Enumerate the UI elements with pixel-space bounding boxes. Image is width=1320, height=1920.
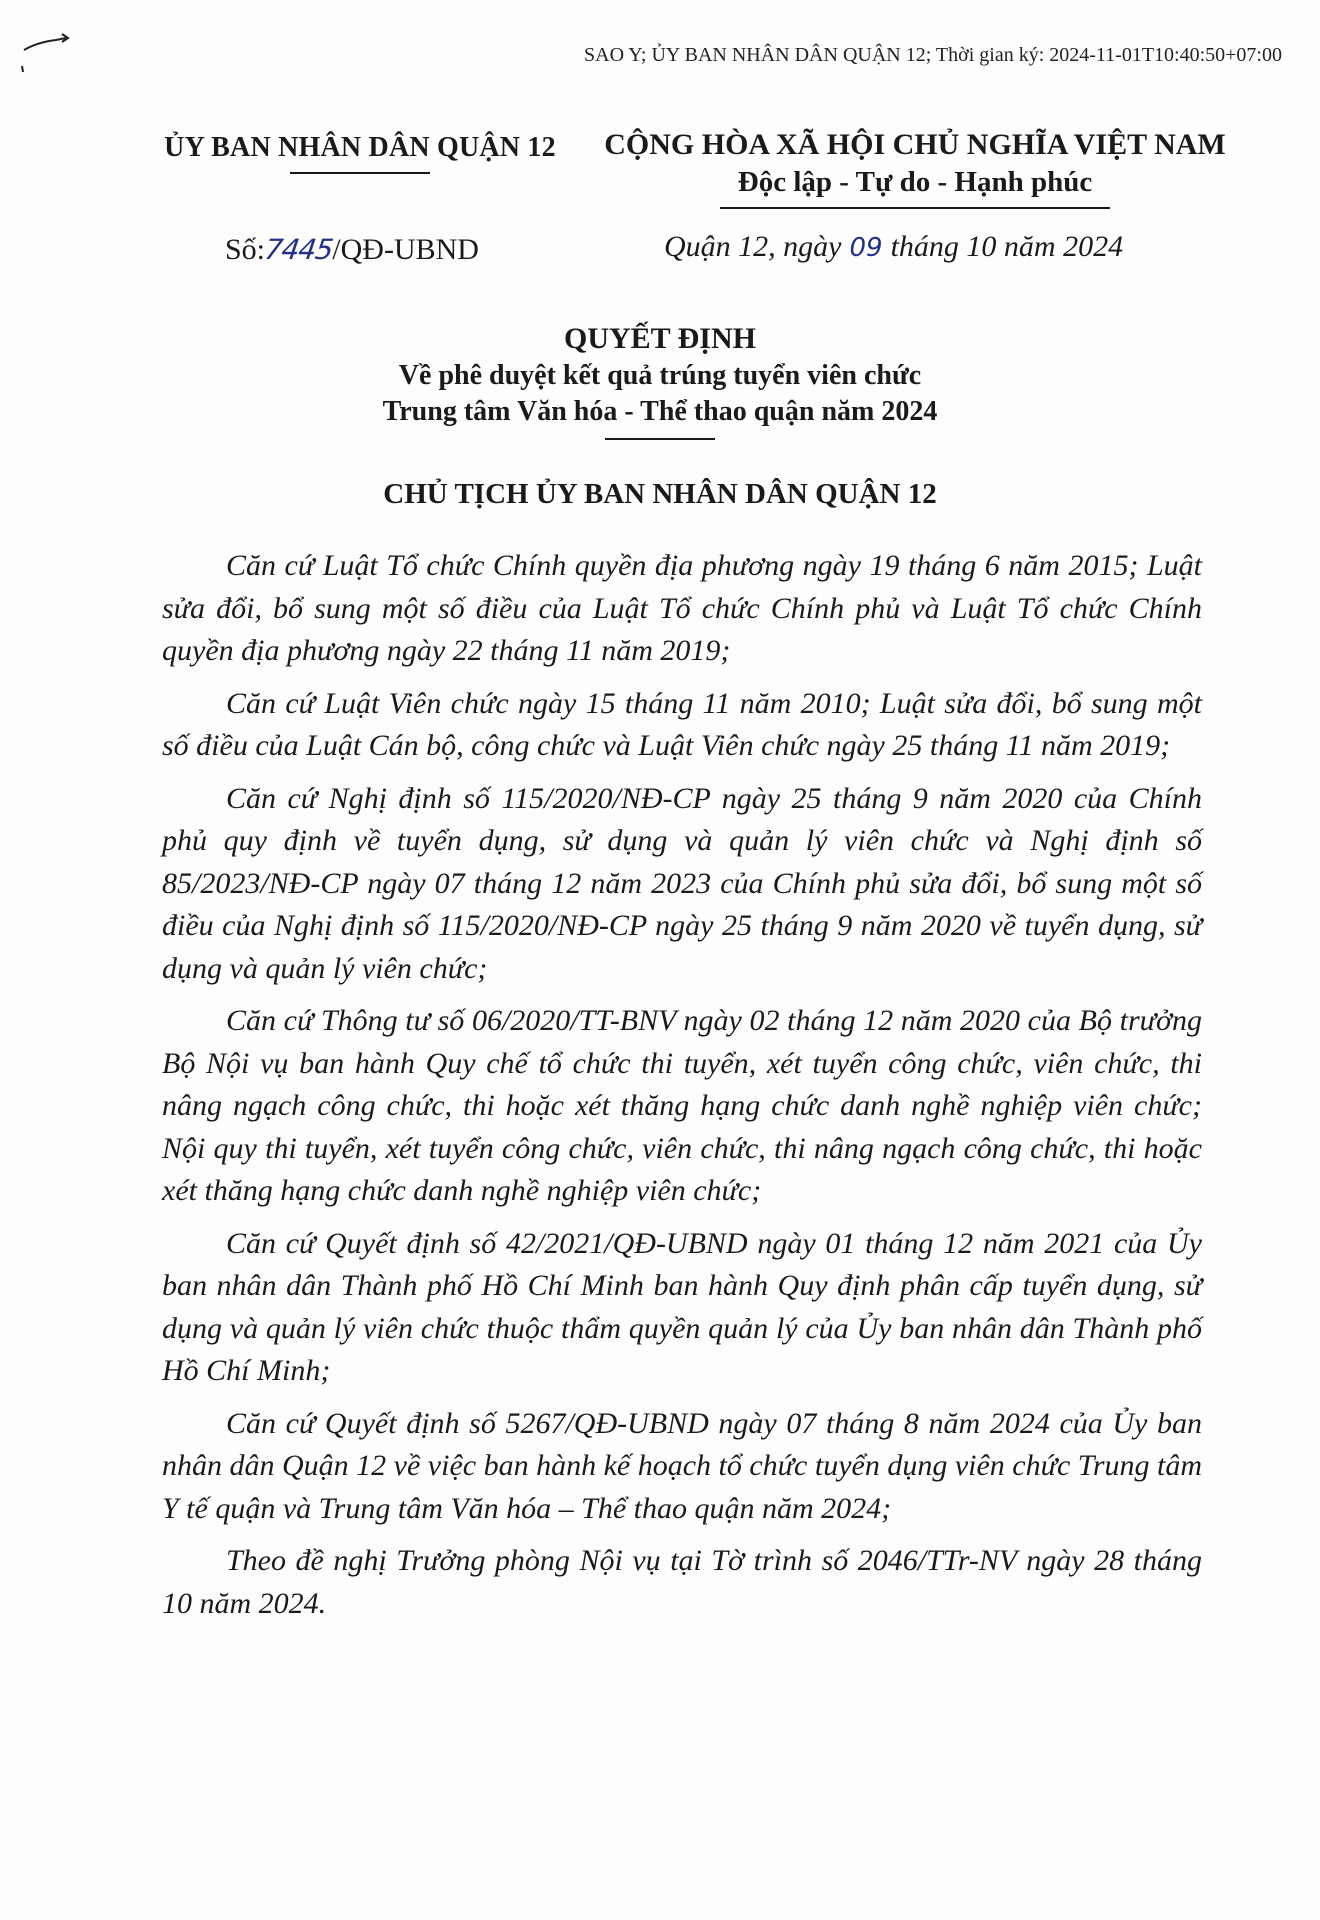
legal-basis-paragraph: Căn cứ Luật Viên chức ngày 15 tháng 11 năm 2010; Luật sửa đổi, bổ sung một số điều của Luật Cán bộ, công chức và Luật Viên chức ngày 25 tháng 11 năm 2019;	[162, 686, 1202, 762]
document-number-handwritten: 7445	[262, 233, 335, 266]
pen-mark-icon	[18, 30, 78, 80]
national-header-block	[590, 128, 1240, 209]
title-underline	[605, 438, 715, 440]
place-and-date	[664, 230, 1123, 264]
legal-bases	[162, 545, 1202, 1635]
decision-title-block	[160, 322, 1160, 440]
legal-basis-paragraph: Căn cứ Nghị định số 115/2020/NĐ-CP ngày 25 tháng 9 năm 2020 của Chính phủ quy định về tuyển dụng, sử dụng và quản lý viên chức và Nghị định số 85/2023/NĐ-CP ngày 07 tháng 12 năm 2023 của Chính phủ sửa đổi, bổ sung một số điều của Nghị định số 115/2020/NĐ-CP ngày 25 tháng 9 năm 2020 về tuyển dụng, sử dụng và quản lý viên chức;	[162, 781, 1202, 985]
issuing-agency: ỦY BAN NHÂN DÂN QUẬN 12	[164, 132, 556, 163]
date-day-handwritten: 09	[849, 233, 883, 263]
decision-subject-line-2: Trung tâm Văn hóa - Thể thao quận năm 2024	[382, 396, 938, 427]
motto-underline	[720, 207, 1110, 209]
national-motto: Độc lập - Tự do - Hạnh phúc	[737, 166, 1093, 198]
proposal-paragraph: Theo đề nghị Trưởng phòng Nội vụ tại Tờ trình số 2046/TTr-NV ngày 28 tháng 10 năm 2024.	[162, 1544, 1202, 1620]
date-prefix: Quận 12, ngày	[664, 230, 842, 263]
legal-basis-paragraph: Căn cứ Luật Tổ chức Chính quyền địa phương ngày 19 tháng 6 năm 2015; Luật sửa đổi, bổ sung một số điều của Luật Tổ chức Chính phủ và Luật Tổ chức Chính quyền địa phương ngày 22 tháng 11 năm 2019;	[162, 549, 1202, 667]
document-number-suffix: /QĐ-UBND	[332, 233, 479, 266]
document-number-prefix: Số:	[225, 233, 266, 266]
decision-subject-line-1: Về phê duyệt kết quả trúng tuyển viên chức	[398, 360, 922, 391]
legal-basis-paragraph: Căn cứ Thông tư số 06/2020/TT-BNV ngày 02 tháng 12 năm 2020 của Bộ trưởng Bộ Nội vụ ban hành Quy chế tổ chức thi tuyển, xét tuyển công chức, viên chức, thi nâng ngạch công chức, thi hoặc xét thăng hạng chức danh nghề nghiệp viên chức; Nội quy thi tuyển, xét tuyển công chức, viên chức, thi nâng ngạch công chức, thi hoặc xét thăng hạng chức danh nghề nghiệp viên chức;	[162, 1004, 1202, 1207]
legal-basis-paragraph: Căn cứ Quyết định số 42/2021/QĐ-UBND ngày 01 tháng 12 năm 2021 của Ủy ban nhân dân Thành phố Hồ Chí Minh ban hành Quy định phân cấp tuyển dụng, sử dụng và quản lý viên chức thuộc thẩm quyền quản lý của Ủy ban nhân dân Thành phố Hồ Chí Minh;	[162, 1226, 1202, 1387]
nation-name: CỘNG HÒA XÃ HỘI CHỦ NGHĨA VIỆT NAM	[604, 128, 1226, 161]
decision-type: QUYẾT ĐỊNH	[564, 322, 756, 355]
agency-underline	[290, 172, 430, 174]
copy-certification-line: SAO Y; ỦY BAN NHÂN DÂN QUẬN 12; Thời gian ký: 2024-11-01T10:40:50+07:00	[584, 44, 1282, 66]
date-suffix: tháng 10 năm 2024	[890, 230, 1124, 263]
issuing-authority: CHỦ TỊCH ỦY BAN NHÂN DÂN QUẬN 12	[383, 478, 937, 510]
legal-basis-paragraph: Căn cứ Quyết định số 5267/QĐ-UBND ngày 07 tháng 8 năm 2024 của Ủy ban nhân dân Quận 12 về việc ban hành kế hoạch tổ chức tuyển dụng viên chức Trung tâm Y tế quận và Trung tâm Văn hóa – Thể thao quận năm 2024;	[162, 1406, 1202, 1525]
issuing-agency-block	[140, 132, 580, 174]
document-number	[225, 233, 479, 267]
